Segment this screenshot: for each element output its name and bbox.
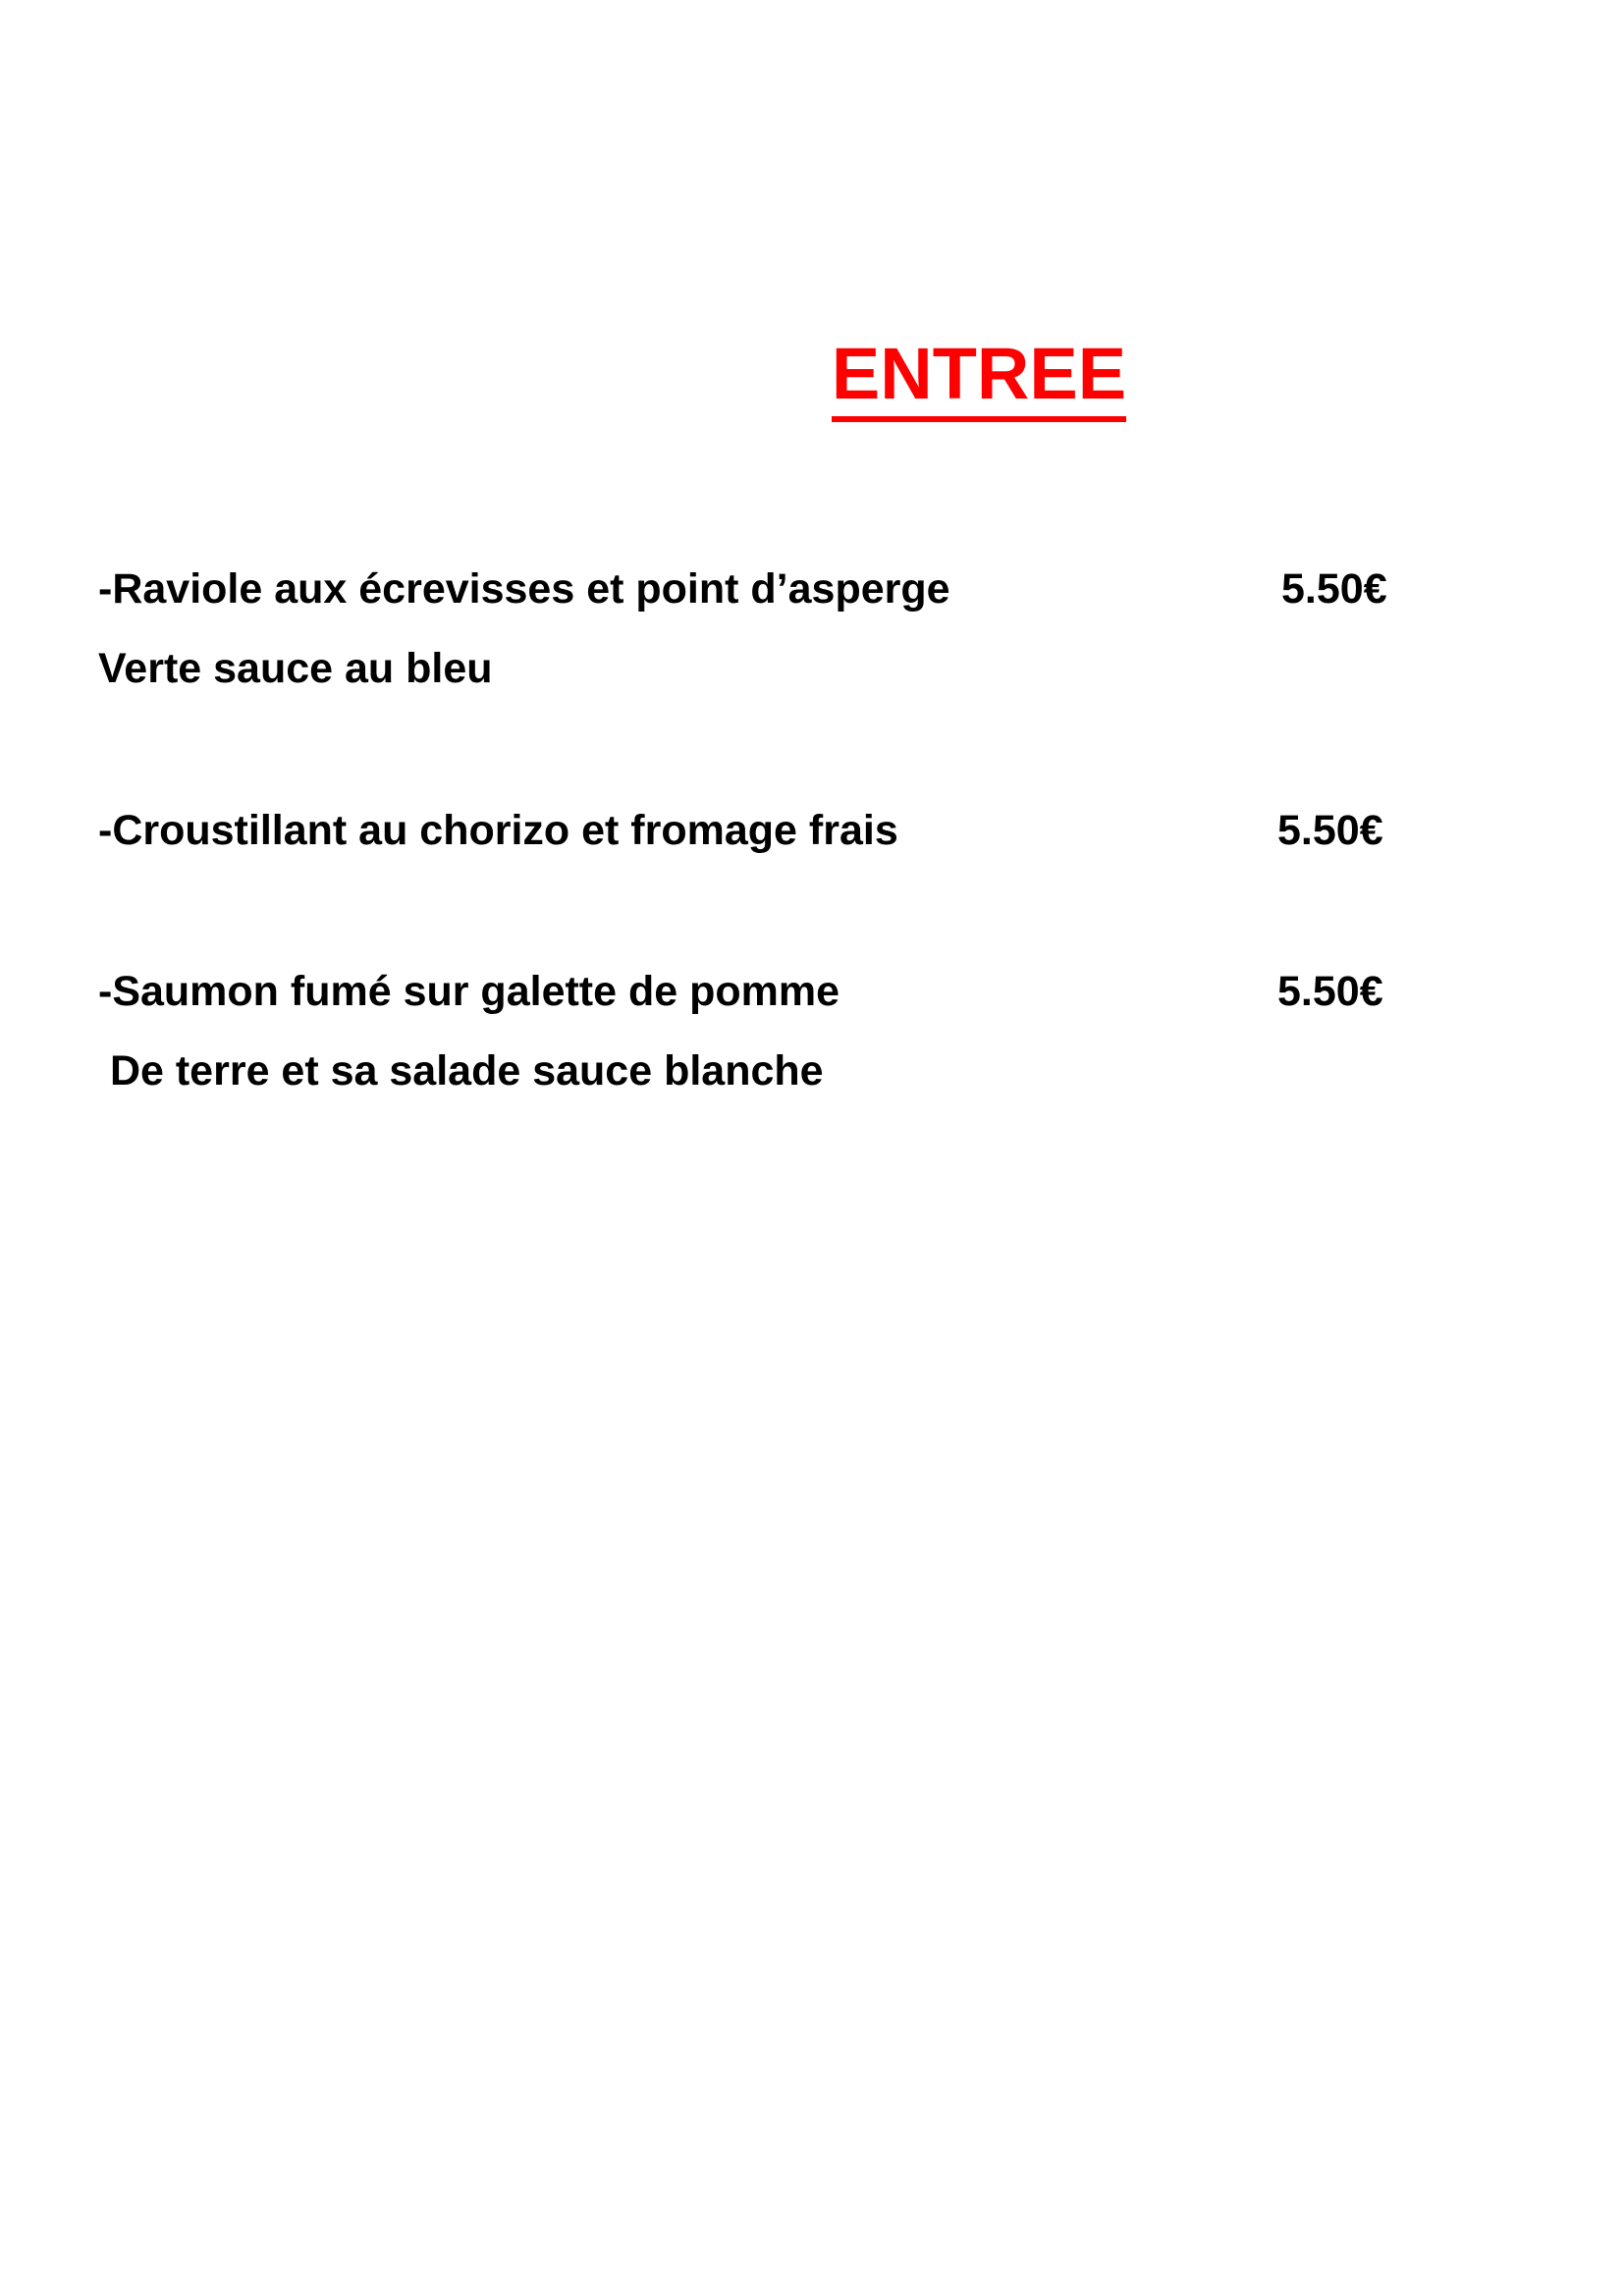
menu-item-3-name: -Saumon fumé sur galette de pomme — [98, 968, 840, 1015]
menu-item-1-name: -Raviole aux écrevisses et point d’asperge — [98, 565, 950, 613]
menu-item-3-price: 5.50€ — [1277, 968, 1383, 1015]
menu-title — [0, 334, 1624, 413]
menu-item-1-price: 5.50€ — [1281, 565, 1387, 613]
menu-item-1-description: Verte sauce au bleu — [98, 645, 493, 692]
menu-item-3-description: De terre et sa salade sauce blanche — [98, 1047, 824, 1095]
menu-item-2-name: -Croustillant au chorizo et fromage frais — [98, 807, 898, 854]
menu-title-text: ENTREE — [832, 333, 1126, 422]
menu-item-2-price: 5.50€ — [1277, 807, 1383, 854]
